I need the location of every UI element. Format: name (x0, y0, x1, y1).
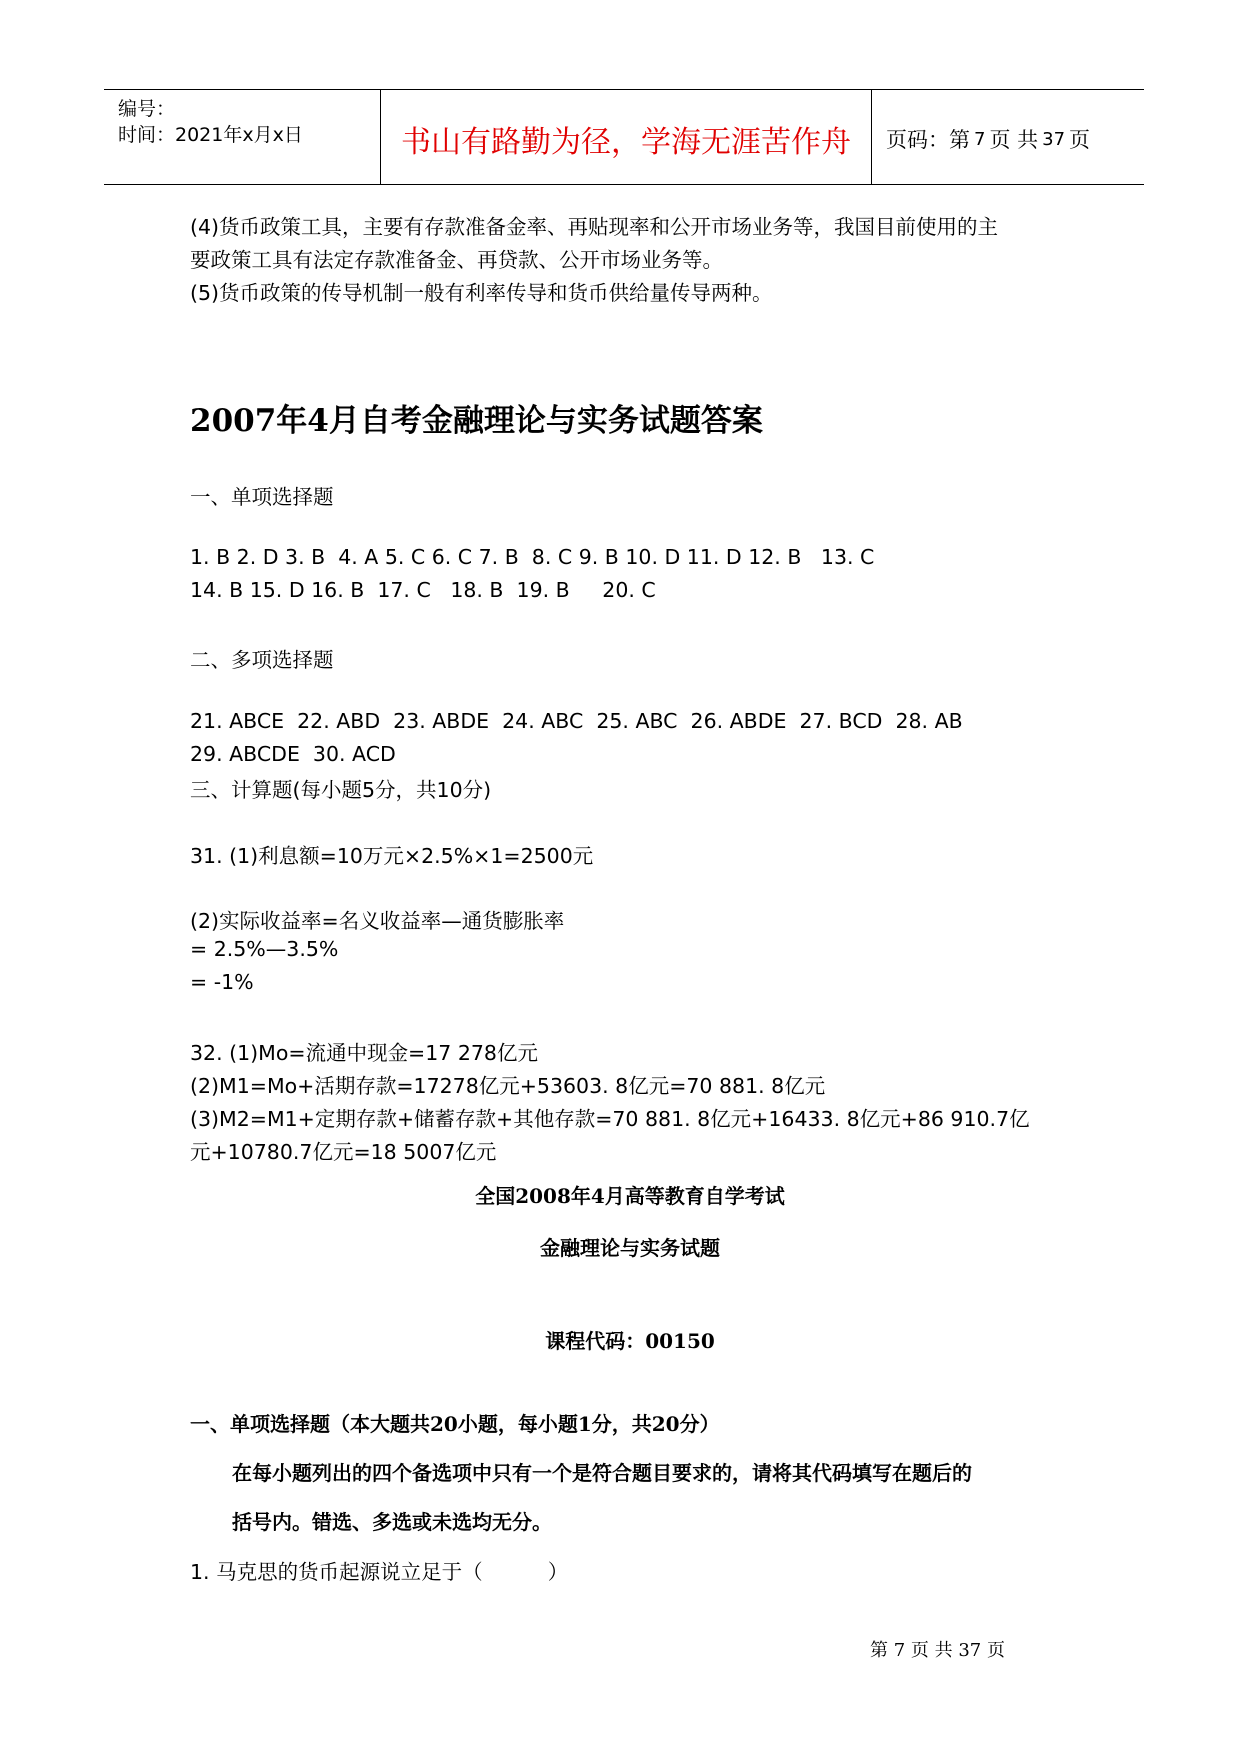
page-footer: 第 7 页 共 37 页 (870, 1640, 1005, 1661)
paragraph-5: (5)货币政策的传导机制一般有利率传导和货币供给量传导两种。 (190, 281, 773, 305)
number-label: 编号： (118, 98, 176, 120)
section-2-answers-line-1: 21. ABCE 22. ABD 23. ABDE 24. ABC 25. ABC 26. ABDE 27. BCD 28. AB (190, 709, 963, 733)
part-1-instruction-2: 括号内。错选、多选或未选均无分。 (232, 1510, 552, 1534)
page-prefix: 页码：第 (886, 128, 970, 152)
course-code: 课程代码：00150 (545, 1329, 715, 1353)
time-label: 时间：2021年x月x日 (118, 124, 303, 146)
q32-line-4: 元+10780.7亿元=18 5007亿元 (190, 1140, 497, 1164)
page-total: 37 (1042, 128, 1066, 150)
part-1-instruction-1: 在每小题列出的四个备选项中只有一个是符合题目要求的，请将其代码填写在题后的 (232, 1461, 972, 1485)
exam-title-2: 金融理论与实务试题 (540, 1236, 720, 1260)
page-suffix: 页 (1069, 128, 1091, 152)
page-mid: 页 共 (989, 128, 1039, 152)
question-1: 1. 马克思的货币起源说立足于（ ） (190, 1560, 569, 1584)
section-2-heading: 二、多项选择题 (190, 648, 334, 672)
q32-line-3: (3)M2=M1+定期存款+储蓄存款+其他存款=70 881. 8亿元+16433. 8亿元+86 910.7亿 (190, 1107, 1030, 1131)
section-2-answers-line-2: 29. ABCDE 30. ACD (190, 742, 396, 766)
exam-title-1: 全国2008年4月高等教育自学考试 (475, 1184, 785, 1208)
q31-line-3: = 2.5%—3.5% (190, 937, 339, 961)
q31-line-4: = -1% (190, 970, 254, 994)
page-header (104, 89, 1144, 185)
header-page-info (872, 90, 1144, 184)
section-3-heading: 三、计算题(每小题5分，共10分) (190, 778, 492, 802)
header-motto: 书山有路勤为径，学海无涯苦作舟 (381, 90, 872, 184)
section-1-answers-line-2: 14. B 15. D 16. B 17. C 18. B 19. B 20. C (190, 578, 656, 602)
part-1-title: 一、单项选择题（本大题共20小题，每小题1分，共20分） (190, 1412, 720, 1436)
paragraph-4-line-1: (4)货币政策工具，主要有存款准备金率、再贴现率和公开市场业务等，我国目前使用的主 (190, 215, 999, 239)
section-1-answers-line-1: 1. B 2. D 3. B 4. A 5. C 6. C 7. B 8. C 9. B 10. D 11. D 12. B 13. C (190, 545, 875, 569)
section-1-heading: 一、单项选择题 (190, 485, 334, 509)
q32-line-2: (2)M1=Mo+活期存款=17278亿元+53603. 8亿元=70 881. 8亿元 (190, 1074, 826, 1098)
q31-line-1: 31. (1)利息额=10万元×2.5%×1=2500元 (190, 844, 594, 868)
paragraph-4-line-2: 要政策工具有法定存款准备金、再贷款、公开市场业务等。 (190, 248, 723, 272)
q31-line-2: (2)实际收益率=名义收益率—通货膨胀率 (190, 909, 565, 933)
answer-title: 2007年4月自考金融理论与实务试题答案 (190, 403, 763, 439)
page-number: 7 (974, 128, 986, 150)
header-meta (104, 90, 381, 184)
q32-line-1: 32. (1)Mo=流通中现金=17 278亿元 (190, 1041, 538, 1065)
